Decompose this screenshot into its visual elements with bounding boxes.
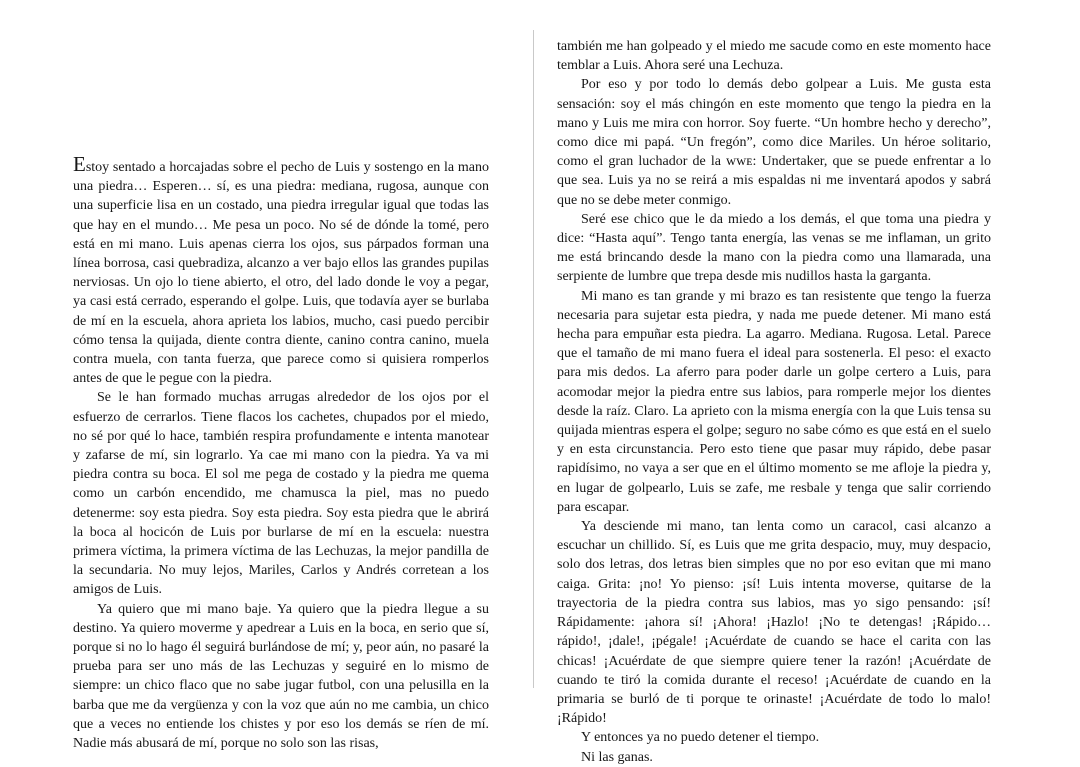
- paragraph: Por eso y por todo lo demás debo golpear a Luis. Me gusta esta sensación: soy el más chingón en este momento que tengo la piedra en la mano y Luis me mira con horror. Soy fuerte. “Un hombre hecho y derecho”, como dice mi papá. “Un fregón”, como dice Mariles. Un héroe solitario, como el gran luchador de la ᴡᴡᴇ: Undertaker, que se puede enfrentar a lo que sea. Luis ya no se reirá a mis espaldas ni me inventará apodos y sabrá que no se debe meter conmigo.: [557, 77, 991, 208]
- paragraph: también me han golpeado y el miedo me sacude como en este momento hace temblar a Luis. Ahora seré una Lechuza.: [557, 39, 991, 74]
- paragraph: Seré ese chico que le da miedo a los demás, el que toma una piedra y dice: “Hasta aquí”. Tengo tanta energía, las venas se me inflaman, un grito me está brincando desde la mano con la piedra como una llamarada, una serpiente de lumbre que trepa desde mis nudillos hasta la garganta.: [557, 211, 991, 285]
- paragraph: Mi mano es tan grande y mi brazo es tan resistente que tengo la fuerza necesaria para sujetar esta piedra, y nada me puede detener. Mi mano está hecha para empuñar esta piedra. La agarro. Mediana. Rugosa. Letal. Parece que el tamaño de mi mano fuera el ideal para sostenerla. El peso: el exacto para mis dedos. La aferro para poder darle un golpe certero a Luis, para acomodar mejor la piedra entre sus labios, para romperle mejor los dientes desde la raíz. Claro. La aprieto con la misma energía con la que Luis tensa su quijada mientras espera el golpe; seguro no sabe cómo es que está en el suelo y en esta circunstancia. Pero esto tiene que pasar muy rápido, debe pasar rapidísimo, no vaya a ser que en el último momento se me afloje la piedra y, en lugar de golpearlo, Luis se zafe, me resbale y tenga que salir corriendo para escapar.: [557, 288, 991, 515]
- paragraph: Ya desciende mi mano, tan lenta como un caracol, casi alcanzo a escuchar un chillido. Sí, es Luis que me grita despacio, muy, muy despacio, solo dos letras, dos letras bien simples que no por eso evitan que mi mano caiga. Grita: ¡no! Yo pienso: ¡sí! Luis intenta moverse, quitarse de la trayectoria de la piedra contra sus labios, mas yo sigo pensando: ¡sí! Rápidamente: ¡ahora sí! ¡Ahora! ¡Hazlo! ¡No te detengas! ¡Rápido… rápido!, ¡dale!, ¡pégale! ¡Acuérdate de cuando se hace el carita con las chicas! ¡Acuérdate de que siempre quiere tener la razón! ¡Acuérdate de cuando te tiró la comida durante el receso! ¡Acuérdate de cuando en la primaria se burló de ti porque te orinaste! ¡Acuérdate de todo lo malo! ¡Rápido!: [557, 519, 991, 727]
- paragraph: Ni las ganas.: [581, 749, 653, 765]
- paragraph: Estoy sentado a horcajadas sobre el pecho de Luis y sostengo en la mano una piedra… Esperen… sí, es una piedra: mediana, rugosa, aunque con una superficie lisa en un costado, una piedra irregular igual que todas las que hay en el mundo… Me pesa un poco. No sé de dónde la tomé, pero está en mi mano. Luis apenas cierra los ojos, sus párpados forman una línea borrosa, casi quebradiza, alcanzo a ver bajo ellos las grandes pupilas nerviosas. Un ojo lo tiene abierto, el otro, del lado donde le voy a pegar, ya casi está cerrado, esperando el golpe. Luis, que todavía ayer se burlaba de mí en la escuela, ahora aprieta los labios, mucho, casi puedo percibir cómo tensa la quijada, diente contra diente, canino contra canino, muela contra muela, con tanta fuerza, que parece como si quisiera romperlos antes de que le pegue con la piedra.: [73, 152, 489, 387]
- page-divider: [533, 30, 534, 688]
- right-page: [557, 37, 991, 767]
- paragraph: Se le han formado muchas arrugas alrededor de los ojos por el esfuerzo de cerrarlos. Tiene flacos los cachetes, chupados por el miedo, no sé por qué lo hace, también respira profundamente e intenta manotear y zafarse de mí, sin lograrlo. Ya cae mi mano con la piedra. Ya va mi piedra contra su boca. El sol me pega de costado y la piedra me quema como un carbón encendido, me chamusca la piel, mas no puedo detenerme: soy esta piedra. Soy esta piedra. Soy esta piedra que le abrirá la boca al hocicón de Luis por burlarse de mí en la escuela: nuestra primera víctima, la primera víctima de las Lechuzas, la mejor pandilla de la secundaria. No muy lejos, Mariles, Carlos y Andrés corretean a los amigos de Luis.: [73, 390, 489, 598]
- left-page: [73, 152, 489, 753]
- paragraph: Ya quiero que mi mano baje. Ya quiero que la piedra llegue a su destino. Ya quiero moverme y apedrear a Luis en la boca, en serio que sí, porque si no lo hago él seguirá burlándose de mí; y, peor aún, no pasaré la prueba para ser uno más de las Lechuzas y seguiré en lo mismo de siempre: un chico flaco que no sabe jugar futbol, con una pelusilla en la barba que me da vergüenza y con la voz que aún no me cambia, un chico que a veces no entiende los chistes y por eso los demás se ríen de mí. Nadie más abusará de mí, porque no solo son las risas,: [73, 601, 489, 752]
- paragraph: Y entonces ya no puedo detener el tiempo.: [581, 730, 820, 746]
